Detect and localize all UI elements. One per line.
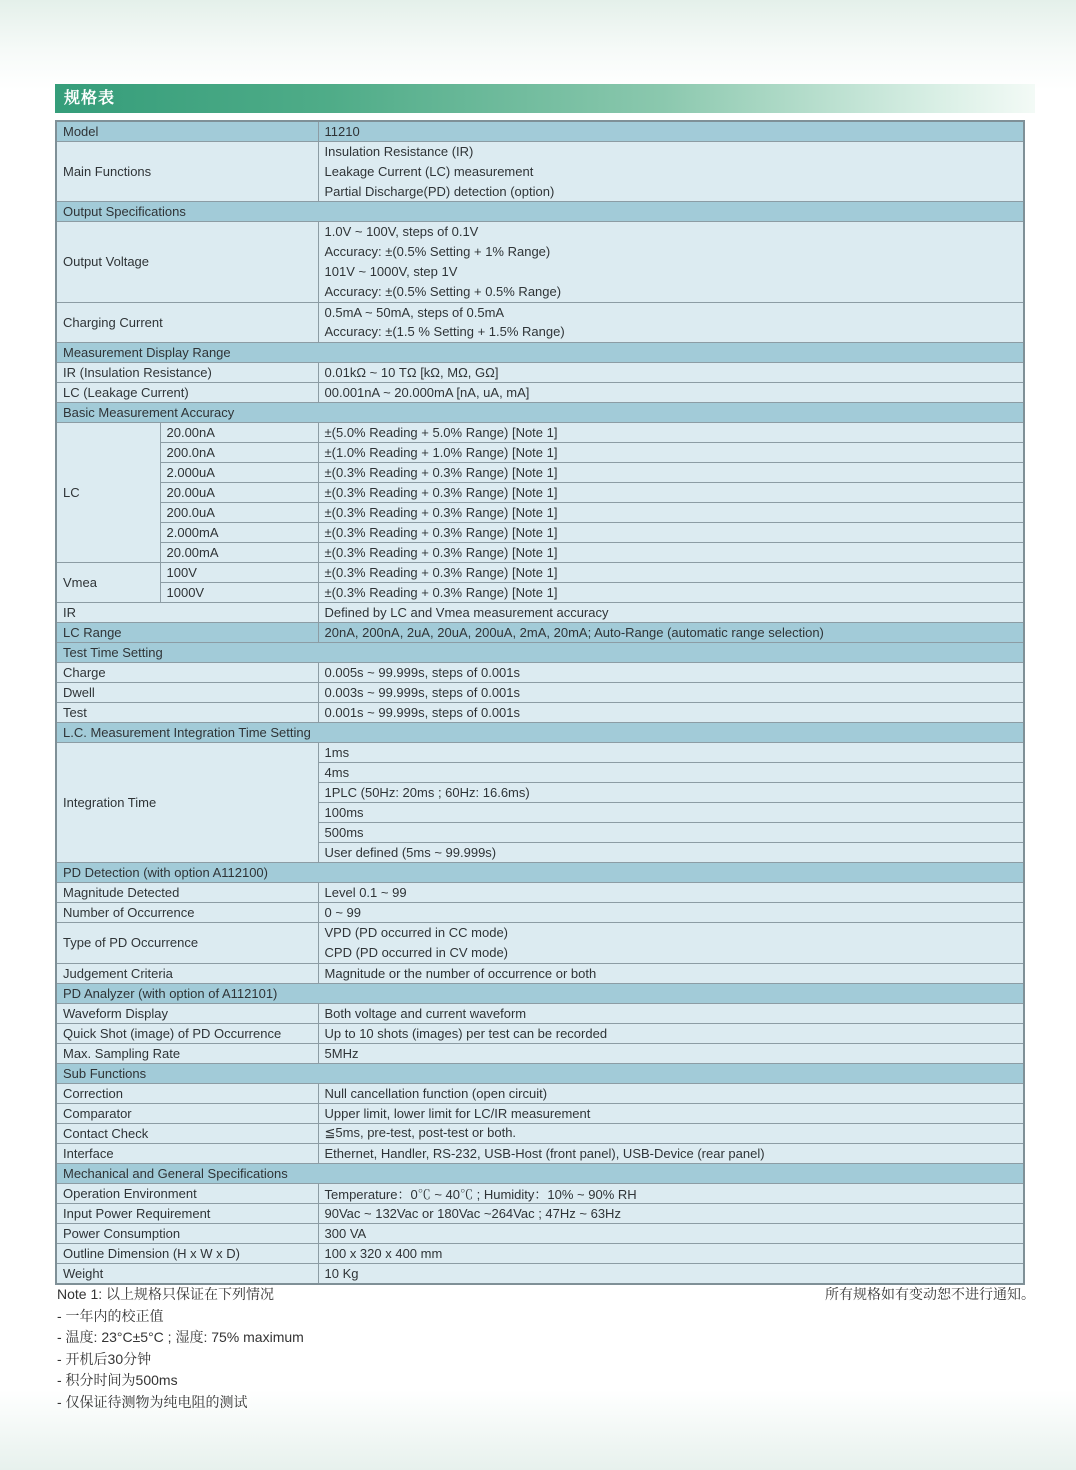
spec-value: 5MHz [318, 1043, 1024, 1063]
spec-subrange: 20.00uA [160, 483, 318, 503]
spec-row [56, 1103, 1024, 1123]
spec-value: Null cancellation function (open circuit) [318, 1083, 1024, 1103]
spec-value [318, 222, 1024, 302]
spec-label: IR (Insulation Resistance) [56, 363, 318, 383]
spec-row [56, 503, 1024, 523]
section-row [56, 343, 1024, 363]
change-notice-note: 所有规格如有变动恕不进行通知。 [825, 1286, 1035, 1302]
spec-value: 00.001nA ~ 20.000mA [nA, uA, mA] [318, 383, 1024, 403]
spec-value: ±(0.3% Reading + 0.3% Range) [Note 1] [318, 543, 1024, 563]
section-header: PD Analyzer (with option of A112101) [56, 983, 1024, 1003]
spec-value: 100ms [318, 803, 1024, 823]
spec-label: Quick Shot (image) of PD Occurrence [56, 1023, 318, 1043]
section-header: Basic Measurement Accuracy [56, 403, 1024, 423]
spec-value: Magnitude or the number of occurrence or both [318, 963, 1024, 983]
note-item: - 温度: 23°C±5°C ; 湿度: 75% maximum [57, 1329, 304, 1345]
spec-row [56, 523, 1024, 543]
spec-row [56, 142, 1024, 202]
spec-value-line: CPD (PD occurred in CV mode) [324, 944, 509, 960]
spec-value: 10 Kg [318, 1263, 1024, 1284]
spec-value-line: 1.0V ~ 100V, steps of 0.1V [324, 224, 479, 240]
spec-row [56, 923, 1024, 964]
page-title: 规格表 [64, 90, 116, 107]
spec-row [56, 121, 1024, 142]
spec-label: Test [56, 703, 318, 723]
spec-label: IR [56, 603, 318, 623]
spec-label: LC Range [56, 623, 318, 643]
spec-value [318, 923, 1024, 964]
section-row [56, 643, 1024, 663]
spec-value: ±(0.3% Reading + 0.3% Range) [Note 1] [318, 463, 1024, 483]
spec-label: Charge [56, 663, 318, 683]
section-row [56, 1063, 1024, 1083]
section-row [56, 403, 1024, 423]
section-row [56, 202, 1024, 222]
spec-label: Model [56, 121, 318, 142]
section-row [56, 983, 1024, 1003]
spec-label: Correction [56, 1083, 318, 1103]
spec-value: 4ms [318, 763, 1024, 783]
section-title-bar [55, 84, 1035, 113]
section-header: Sub Functions [56, 1063, 1024, 1083]
spec-value: Level 0.1 ~ 99 [318, 883, 1024, 903]
spec-label: Operation Environment [56, 1183, 318, 1203]
spec-row [56, 463, 1024, 483]
spec-row [56, 1143, 1024, 1163]
section-header: Output Specifications [56, 202, 1024, 222]
spec-row [56, 383, 1024, 403]
spec-value: ±(0.3% Reading + 0.3% Range) [Note 1] [318, 523, 1024, 543]
note-item: - 积分时间为500ms [57, 1372, 178, 1388]
spec-row [56, 703, 1024, 723]
section-header: Measurement Display Range [56, 343, 1024, 363]
spec-row [56, 583, 1024, 603]
spec-value: Ethernet, Handler, RS-232, USB-Host (front panel), USB-Device (rear panel) [318, 1143, 1024, 1163]
section-header: L.C. Measurement Integration Time Setting [56, 723, 1024, 743]
spec-label: Judgement Criteria [56, 963, 318, 983]
spec-label: Input Power Requirement [56, 1203, 318, 1223]
spec-value: ±(5.0% Reading + 5.0% Range) [Note 1] [318, 423, 1024, 443]
spec-row [56, 563, 1024, 583]
spec-row [56, 683, 1024, 703]
spec-value: ±(1.0% Reading + 1.0% Range) [Note 1] [318, 443, 1024, 463]
spec-row [56, 1023, 1024, 1043]
spec-value: ±(0.3% Reading + 0.3% Range) [Note 1] [318, 503, 1024, 523]
spec-label: Outline Dimension (H x W x D) [56, 1243, 318, 1263]
spec-row [56, 423, 1024, 443]
note-item: - 仅保证待测物为纯电阻的测试 [57, 1393, 248, 1410]
section-header: PD Detection (with option A112100) [56, 863, 1024, 883]
section-header: Test Time Setting [56, 643, 1024, 663]
spec-group-label: LC [56, 423, 160, 563]
section-row [56, 1163, 1024, 1183]
spec-value: ±(0.3% Reading + 0.3% Range) [Note 1] [318, 483, 1024, 503]
spec-value-line: Leakage Current (LC) measurement [324, 163, 534, 179]
spec-value: 1ms [318, 743, 1024, 763]
spec-row [56, 1203, 1024, 1223]
spec-group-label: Integration Time [56, 743, 318, 863]
spec-subrange: 2.000mA [160, 523, 318, 543]
spec-value-line: Accuracy: ±(0.5% Setting + 0.5% Range) [324, 283, 562, 299]
spec-label: Dwell [56, 683, 318, 703]
spec-label: Main Functions [56, 142, 318, 202]
spec-row [56, 1243, 1024, 1263]
spec-row [56, 1183, 1024, 1203]
spec-value: 0 ~ 99 [318, 903, 1024, 923]
spec-value: User defined (5ms ~ 99.999s) [318, 843, 1024, 863]
spec-row [56, 743, 1024, 763]
spec-value: 90Vac ~ 132Vac or 180Vac ~264Vac ; 47Hz ~ 63Hz [318, 1203, 1024, 1223]
spec-row [56, 603, 1024, 623]
spec-value: 500ms [318, 823, 1024, 843]
spec-value: Up to 10 shots (images) per test can be recorded [318, 1023, 1024, 1043]
spec-label: Max. Sampling Rate [56, 1043, 318, 1063]
spec-label: Weight [56, 1263, 318, 1284]
spec-row [56, 483, 1024, 503]
spec-label: Magnitude Detected [56, 883, 318, 903]
spec-value: ±(0.3% Reading + 0.3% Range) [Note 1] [318, 583, 1024, 603]
spec-label: Power Consumption [56, 1223, 318, 1243]
spec-subrange: 200.0uA [160, 503, 318, 523]
note-1-line: Note 1: 以上规格只保证在下列情况 [57, 1286, 275, 1302]
spec-value-line: Accuracy: ±(0.5% Setting + 1% Range) [324, 244, 551, 260]
note-item: - 开机后30分钟 [57, 1350, 152, 1367]
spec-row [56, 883, 1024, 903]
spec-row [56, 1083, 1024, 1103]
spec-row [56, 623, 1024, 643]
spec-table [55, 120, 1025, 1285]
spec-label: Number of Occurrence [56, 903, 318, 923]
spec-value: 0.005s ~ 99.999s, steps of 0.001s [318, 663, 1024, 683]
section-row [56, 863, 1024, 883]
spec-subrange: 2.000uA [160, 463, 318, 483]
spec-group-label: Vmea [56, 563, 160, 603]
spec-row [56, 543, 1024, 563]
spec-value: Defined by LC and Vmea measurement accuracy [318, 603, 1024, 623]
spec-row [56, 302, 1024, 343]
spec-value: Temperature：0℃ ~ 40℃ ; Humidity：10% ~ 90% RH [318, 1183, 1024, 1203]
spec-value: Upper limit, lower limit for LC/IR measurement [318, 1103, 1024, 1123]
spec-subrange: 1000V [160, 583, 318, 603]
spec-subrange: 100V [160, 563, 318, 583]
spec-value: 0.01kΩ ~ 10 TΩ [kΩ, MΩ, GΩ] [318, 363, 1024, 383]
spec-value: ±(0.3% Reading + 0.3% Range) [Note 1] [318, 563, 1024, 583]
spec-value: 300 VA [318, 1223, 1024, 1243]
spec-value-line: Insulation Resistance (IR) [324, 144, 474, 159]
spec-value-line: 0.5mA ~ 50mA, steps of 0.5mA [324, 304, 505, 320]
spec-value: 1PLC (50Hz: 20ms ; 60Hz: 16.6ms) [318, 783, 1024, 803]
spec-value: 11210 [318, 121, 1024, 142]
spec-label: Waveform Display [56, 1003, 318, 1023]
spec-label: Output Voltage [56, 222, 318, 302]
spec-row [56, 222, 1024, 302]
spec-value: 20nA, 200nA, 2uA, 20uA, 200uA, 2mA, 20mA; Auto-Range (automatic range selection) [318, 623, 1024, 643]
spec-value: 0.001s ~ 99.999s, steps of 0.001s [318, 703, 1024, 723]
spec-value-line: Partial Discharge(PD) detection (option) [324, 183, 555, 199]
spec-label: Interface [56, 1143, 318, 1163]
spec-value-line: VPD (PD occurred in CC mode) [324, 925, 509, 941]
spec-row [56, 963, 1024, 983]
spec-value-line: Accuracy: ±(1.5 % Setting + 1.5% Range) [324, 324, 565, 340]
spec-subrange: 200.0nA [160, 443, 318, 463]
spec-value: ≦5ms, pre-test, post-test or both. [318, 1123, 1024, 1143]
spec-subrange: 20.00mA [160, 543, 318, 563]
spec-value: 0.003s ~ 99.999s, steps of 0.001s [318, 683, 1024, 703]
spec-row [56, 1263, 1024, 1284]
spec-row [56, 1003, 1024, 1023]
spec-row [56, 363, 1024, 383]
spec-label: LC (Leakage Current) [56, 383, 318, 403]
spec-subrange: 20.00nA [160, 423, 318, 443]
spec-label: Charging Current [56, 302, 318, 343]
spec-row [56, 1043, 1024, 1063]
spec-row [56, 663, 1024, 683]
section-header: Mechanical and General Specifications [56, 1163, 1024, 1183]
spec-label: Comparator [56, 1103, 318, 1123]
spec-row [56, 903, 1024, 923]
spec-value: 100 x 320 x 400 mm [318, 1243, 1024, 1263]
spec-label: Type of PD Occurrence [56, 923, 318, 964]
notes-block [57, 1284, 304, 1413]
spec-label: Contact Check [56, 1123, 318, 1143]
spec-value: Both voltage and current waveform [318, 1003, 1024, 1023]
spec-row [56, 1123, 1024, 1143]
spec-value [318, 302, 1024, 343]
section-row [56, 723, 1024, 743]
spec-value [318, 142, 1024, 202]
note-item: - 一年内的校正值 [57, 1307, 164, 1324]
spec-value-line: 101V ~ 1000V, step 1V [324, 263, 458, 279]
spec-row [56, 1223, 1024, 1243]
spec-row [56, 443, 1024, 463]
